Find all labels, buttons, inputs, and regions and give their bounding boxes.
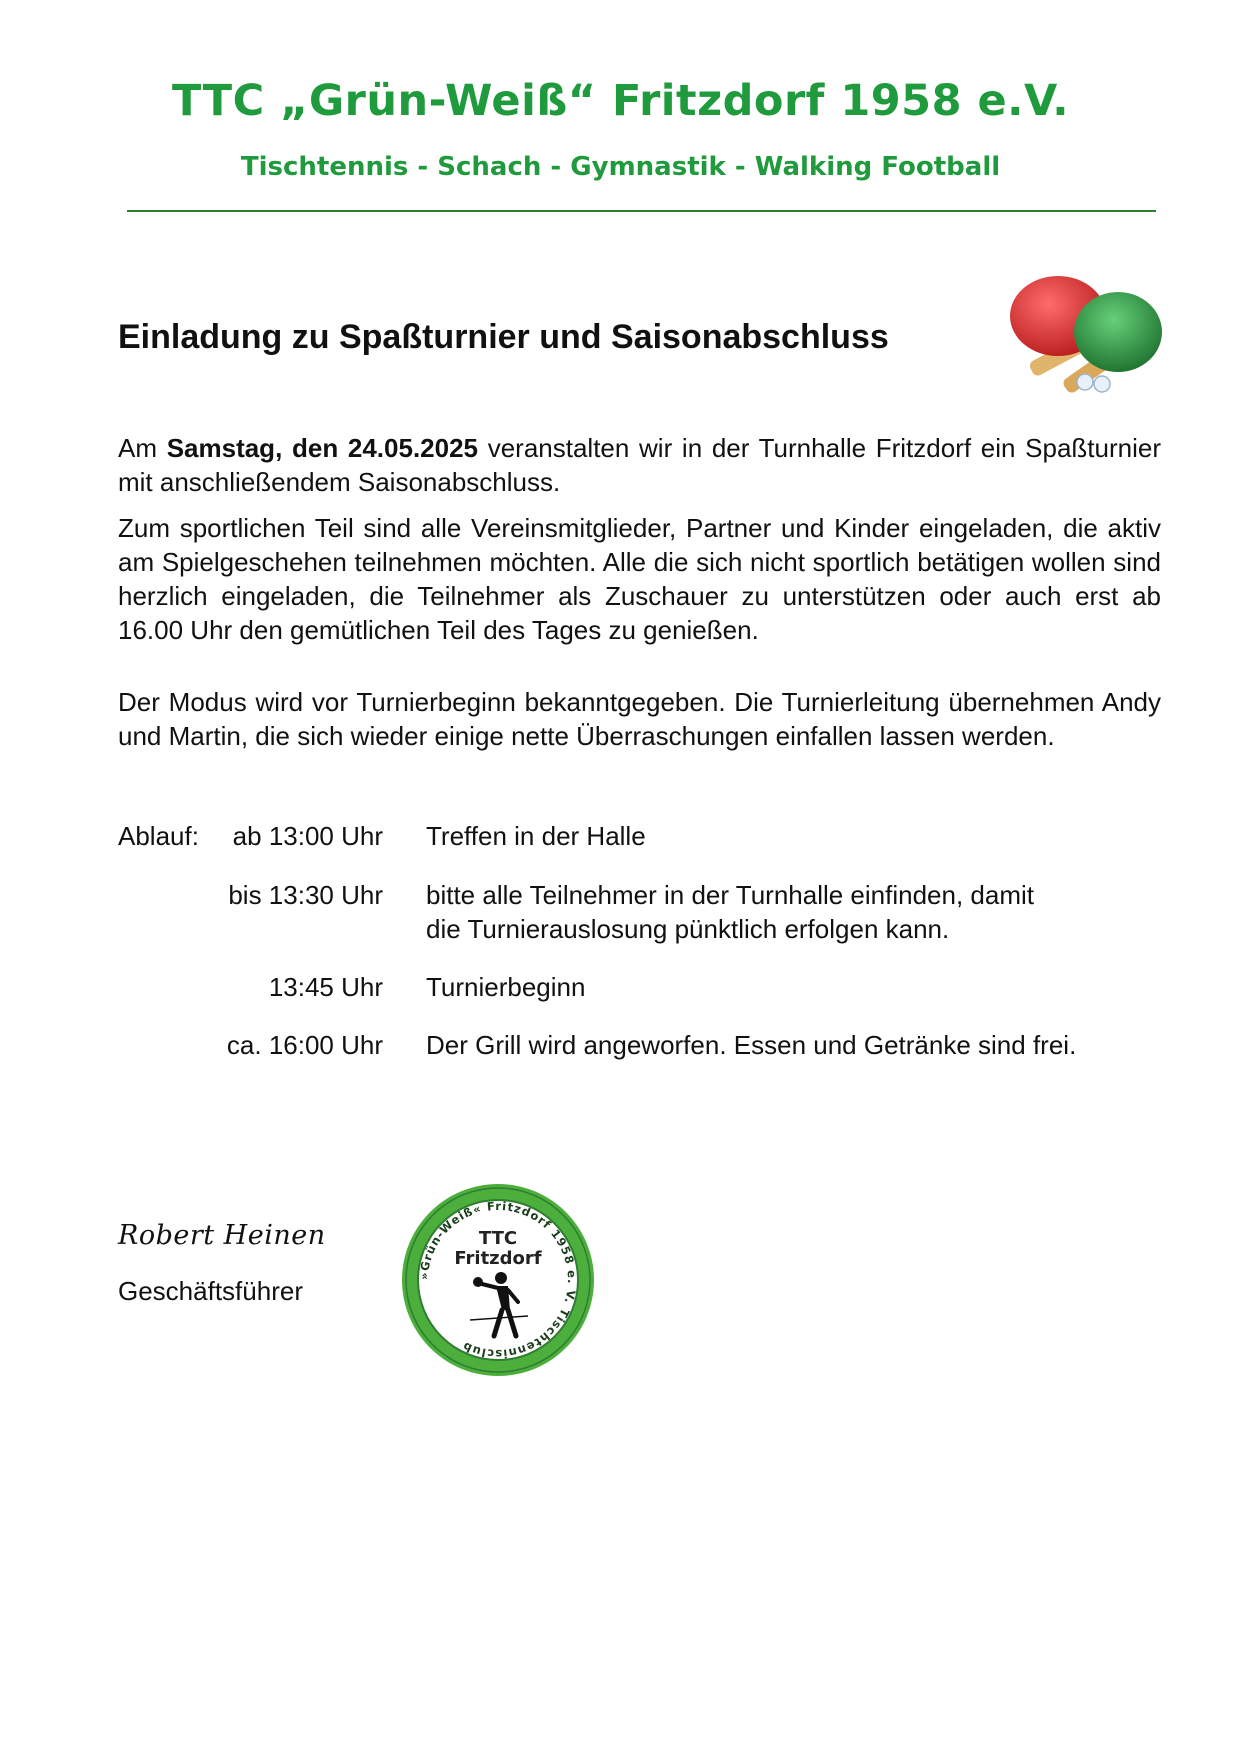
paragraph-participants: Zum sportlichen Teil sind alle Vereinsmitglieder, Partner und Kinder eingeladen, die aktiv am Spielgeschehen teilnehmen möchten. Alle die sich nicht sportlich betätigen wollen sind herzlich eingeladen, die Teilnehmer als Zuschauer zu unterstützen oder auch erst ab 16.00 Uhr den gemütlichen Teil des Tages zu genießen.	[118, 513, 1161, 645]
paragraph-date-rest: veranstalten wir in der Turnhalle Fritzdorf ein Spaßturnier mit anschließendem Saisonabschluss.	[118, 433, 1161, 497]
schedule-description-line: die Turnierauslosung pünktlich erfolgen kann.	[426, 914, 950, 944]
table-tennis-paddles-icon	[1000, 270, 1170, 400]
schedule-time: ca. 16:00 Uhr	[226, 1030, 383, 1060]
event-date: Samstag, den 24.05.2025	[166, 433, 479, 463]
club-title: TTC „Grün-Weiß“ Fritzdorf 1958 e.V.	[171, 76, 1070, 126]
schedule-description: Der Grill wird angeworfen. Essen und Getränke sind frei.	[426, 1030, 1077, 1060]
seal-subtitle: Fritzdorf	[454, 1248, 542, 1269]
signatory-role: Geschäftsführer	[118, 1276, 303, 1306]
schedule-time: 13:45 Uhr	[268, 972, 383, 1002]
paragraph-mode: Der Modus wird vor Turnierbeginn bekanntgegeben. Die Turnierleitung übernehmen Andy und Martin, die sich wieder einige nette Überraschungen einfallen lassen werden.	[118, 687, 1161, 751]
paragraph-date	[118, 431, 1161, 499]
schedule-description: Turnierbeginn	[426, 972, 586, 1002]
schedule-time: ab 13:00 Uhr	[232, 821, 383, 851]
header-divider	[127, 210, 1156, 212]
invitation-heading: Einladung zu Spaßturnier und Saisonabschluss	[118, 318, 889, 356]
schedule-description: Treffen in der Halle	[426, 821, 646, 851]
seal-ring-text: »Grün-Weiß« Fritzdorf 1958 e. V. Tischtennisclub	[416, 1198, 580, 1362]
club-subtitle: Tischtennis - Schach - Gymnastik - Walking Football	[240, 152, 1001, 182]
schedule-description	[426, 878, 1166, 946]
club-seal	[398, 1180, 598, 1380]
signature: Robert Heinen	[118, 1220, 326, 1251]
schedule-label: Ablauf:	[118, 821, 199, 851]
paragraph-date-intro: Am	[118, 433, 167, 463]
schedule-time: bis 13:30 Uhr	[228, 880, 383, 910]
schedule-description-line: bitte alle Teilnehmer in der Turnhalle einfinden, damit	[426, 880, 1034, 910]
seal-title: TTC	[478, 1228, 518, 1249]
